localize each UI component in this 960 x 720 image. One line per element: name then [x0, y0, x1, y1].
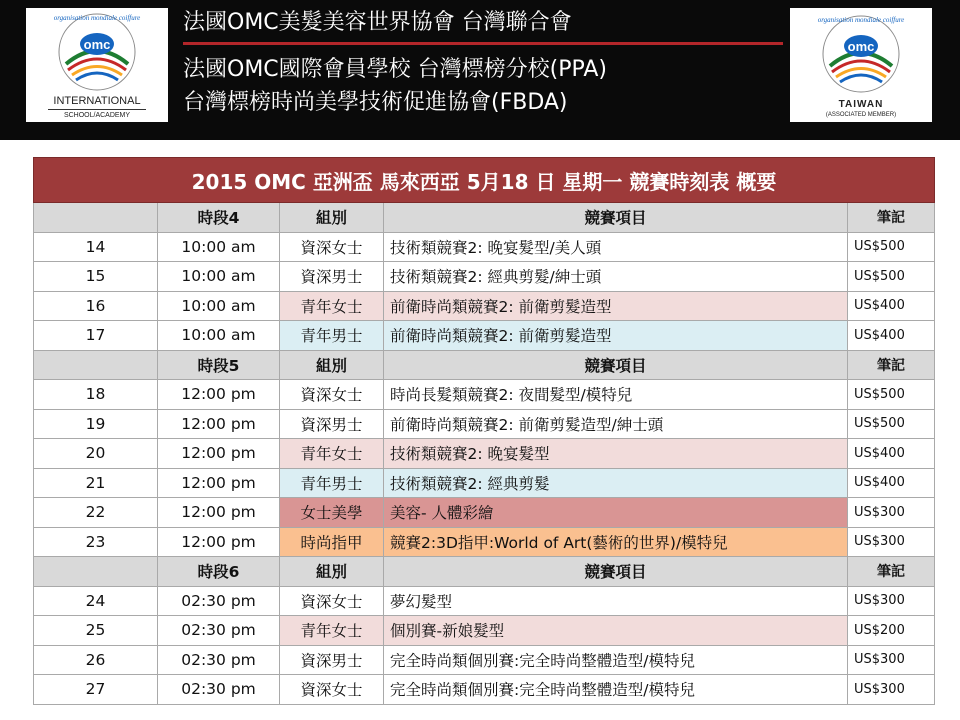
title-row [34, 158, 935, 203]
event-cell: 技術類競賽2: 晚宴髮型/美人頭 [384, 232, 848, 262]
start-time: 02:30 pm [158, 675, 280, 705]
entry-number: 26 [34, 645, 158, 675]
group-column-header: 組別 [280, 350, 384, 380]
event-cell: 夢幻髮型 [384, 586, 848, 616]
session-label: 時段6 [158, 557, 280, 587]
entry-number: 24 [34, 586, 158, 616]
entry-number: 25 [34, 616, 158, 646]
prize-note: US$400 [848, 321, 935, 351]
table-row [34, 498, 935, 528]
entry-number: 14 [34, 232, 158, 262]
event-cell: 技術類競賽2: 經典剪髮 [384, 468, 848, 498]
prize-note: US$500 [848, 232, 935, 262]
svg-text:omc: omc [847, 39, 875, 54]
group-cell: 青年女士 [280, 439, 384, 469]
entry-number: 22 [34, 498, 158, 528]
table-row [34, 645, 935, 675]
event-cell: 前衛時尚類競賽2: 前衛剪髮造型 [384, 291, 848, 321]
start-time: 12:00 pm [158, 409, 280, 439]
group-cell: 資深男士 [280, 645, 384, 675]
prize-note: US$300 [848, 586, 935, 616]
session-label: 時段5 [158, 350, 280, 380]
prize-note: US$300 [848, 498, 935, 528]
header-banner [0, 0, 960, 140]
header-line-1: 法國OMC美髮美容世界協會 台灣聯合會 [183, 10, 572, 35]
group-cell: 資深男士 [280, 262, 384, 292]
table-row [34, 232, 935, 262]
start-time: 10:00 am [158, 321, 280, 351]
session-header-row [34, 203, 935, 233]
entry-number: 21 [34, 468, 158, 498]
event-column-header: 競賽項目 [384, 350, 848, 380]
header-divider [183, 42, 783, 45]
entry-number: 18 [34, 380, 158, 410]
prize-note: US$400 [848, 291, 935, 321]
entry-number: 27 [34, 675, 158, 705]
blank-cell [34, 350, 158, 380]
prize-note: US$300 [848, 645, 935, 675]
table-row [34, 675, 935, 705]
blank-cell [34, 203, 158, 233]
group-cell: 青年女士 [280, 616, 384, 646]
start-time: 12:00 pm [158, 527, 280, 557]
prize-note: US$500 [848, 380, 935, 410]
session-header-row [34, 557, 935, 587]
omc-international-logo [26, 8, 168, 122]
event-cell: 技術類競賽2: 經典剪髮/紳士頭 [384, 262, 848, 292]
logo-right-subcaption: (ASSOCIATED MEMBER) [825, 112, 897, 118]
table-row [34, 409, 935, 439]
group-cell: 青年男士 [280, 321, 384, 351]
note-column-header: 筆記 [848, 203, 935, 233]
prize-note: US$400 [848, 468, 935, 498]
event-cell: 前衛時尚類競賽2: 前衛剪髮造型/紳士頭 [384, 409, 848, 439]
table-row [34, 380, 935, 410]
prize-note: US$400 [848, 439, 935, 469]
prize-note: US$500 [848, 409, 935, 439]
start-time: 12:00 pm [158, 498, 280, 528]
event-column-header: 競賽項目 [384, 557, 848, 587]
group-cell: 資深女士 [280, 675, 384, 705]
event-cell: 完全時尚類個別賽:完全時尚整體造型/模特兒 [384, 675, 848, 705]
group-cell: 青年女士 [280, 291, 384, 321]
header-line-3: 台灣標榜時尚美學技術促進協會(FBDA) [183, 90, 568, 115]
prize-note: US$200 [848, 616, 935, 646]
event-cell: 技術類競賽2: 晚宴髮型 [384, 439, 848, 469]
group-cell: 資深女士 [280, 232, 384, 262]
entry-number: 20 [34, 439, 158, 469]
table-row [34, 262, 935, 292]
table-row [34, 321, 935, 351]
table-row [34, 616, 935, 646]
event-cell: 個別賽-新娘髮型 [384, 616, 848, 646]
table-row [34, 291, 935, 321]
schedule-table [33, 157, 935, 705]
svg-text:organisation mondiale coiffure: organisation mondiale coiffure [53, 14, 141, 22]
start-time: 10:00 am [158, 262, 280, 292]
entry-number: 23 [34, 527, 158, 557]
logo-right-caption: TAIWAN [838, 99, 884, 110]
logo-left-subcaption: SCHOOL/ACADEMY [48, 109, 146, 119]
prize-note: US$300 [848, 527, 935, 557]
event-cell: 時尚長髮類競賽2: 夜間髮型/模特兒 [384, 380, 848, 410]
event-column-header: 競賽項目 [384, 203, 848, 233]
svg-text:organisation mondiale coiffure: organisation mondiale coiffure [817, 16, 905, 24]
prize-note: US$300 [848, 675, 935, 705]
entry-number: 19 [34, 409, 158, 439]
omc-globe-icon [26, 8, 168, 98]
entry-number: 15 [34, 262, 158, 292]
omc-taiwan-logo [790, 8, 932, 122]
header-line-2: 法國OMC國際會員學校 台灣標榜分校(PPA) [183, 57, 607, 82]
start-time: 02:30 pm [158, 616, 280, 646]
group-column-header: 組別 [280, 557, 384, 587]
session-label: 時段4 [158, 203, 280, 233]
table-row [34, 527, 935, 557]
start-time: 10:00 am [158, 232, 280, 262]
table-row [34, 439, 935, 469]
start-time: 12:00 pm [158, 380, 280, 410]
schedule-title: 2015 OMC 亞洲盃 馬來西亞 5月18 日 星期一 競賽時刻表 概要 [34, 158, 935, 203]
logo-left-caption: INTERNATIONAL [53, 95, 141, 107]
start-time: 10:00 am [158, 291, 280, 321]
start-time: 12:00 pm [158, 468, 280, 498]
event-cell: 美容- 人體彩繪 [384, 498, 848, 528]
omc-globe-icon [790, 8, 932, 98]
prize-note: US$500 [848, 262, 935, 292]
start-time: 02:30 pm [158, 586, 280, 616]
entry-number: 16 [34, 291, 158, 321]
table-row [34, 468, 935, 498]
note-column-header: 筆記 [848, 350, 935, 380]
session-header-row [34, 350, 935, 380]
group-cell: 資深女士 [280, 380, 384, 410]
group-column-header: 組別 [280, 203, 384, 233]
start-time: 02:30 pm [158, 645, 280, 675]
start-time: 12:00 pm [158, 439, 280, 469]
group-cell: 女士美學 [280, 498, 384, 528]
table-row [34, 586, 935, 616]
event-cell: 競賽2:3D指甲:World of Art(藝術的世界)/模特兒 [384, 527, 848, 557]
note-column-header: 筆記 [848, 557, 935, 587]
group-cell: 資深男士 [280, 409, 384, 439]
svg-text:omc: omc [83, 37, 111, 52]
blank-cell [34, 557, 158, 587]
event-cell: 完全時尚類個別賽:完全時尚整體造型/模特兒 [384, 645, 848, 675]
group-cell: 青年男士 [280, 468, 384, 498]
group-cell: 資深女士 [280, 586, 384, 616]
event-cell: 前衛時尚類競賽2: 前衛剪髮造型 [384, 321, 848, 351]
group-cell: 時尚指甲 [280, 527, 384, 557]
entry-number: 17 [34, 321, 158, 351]
